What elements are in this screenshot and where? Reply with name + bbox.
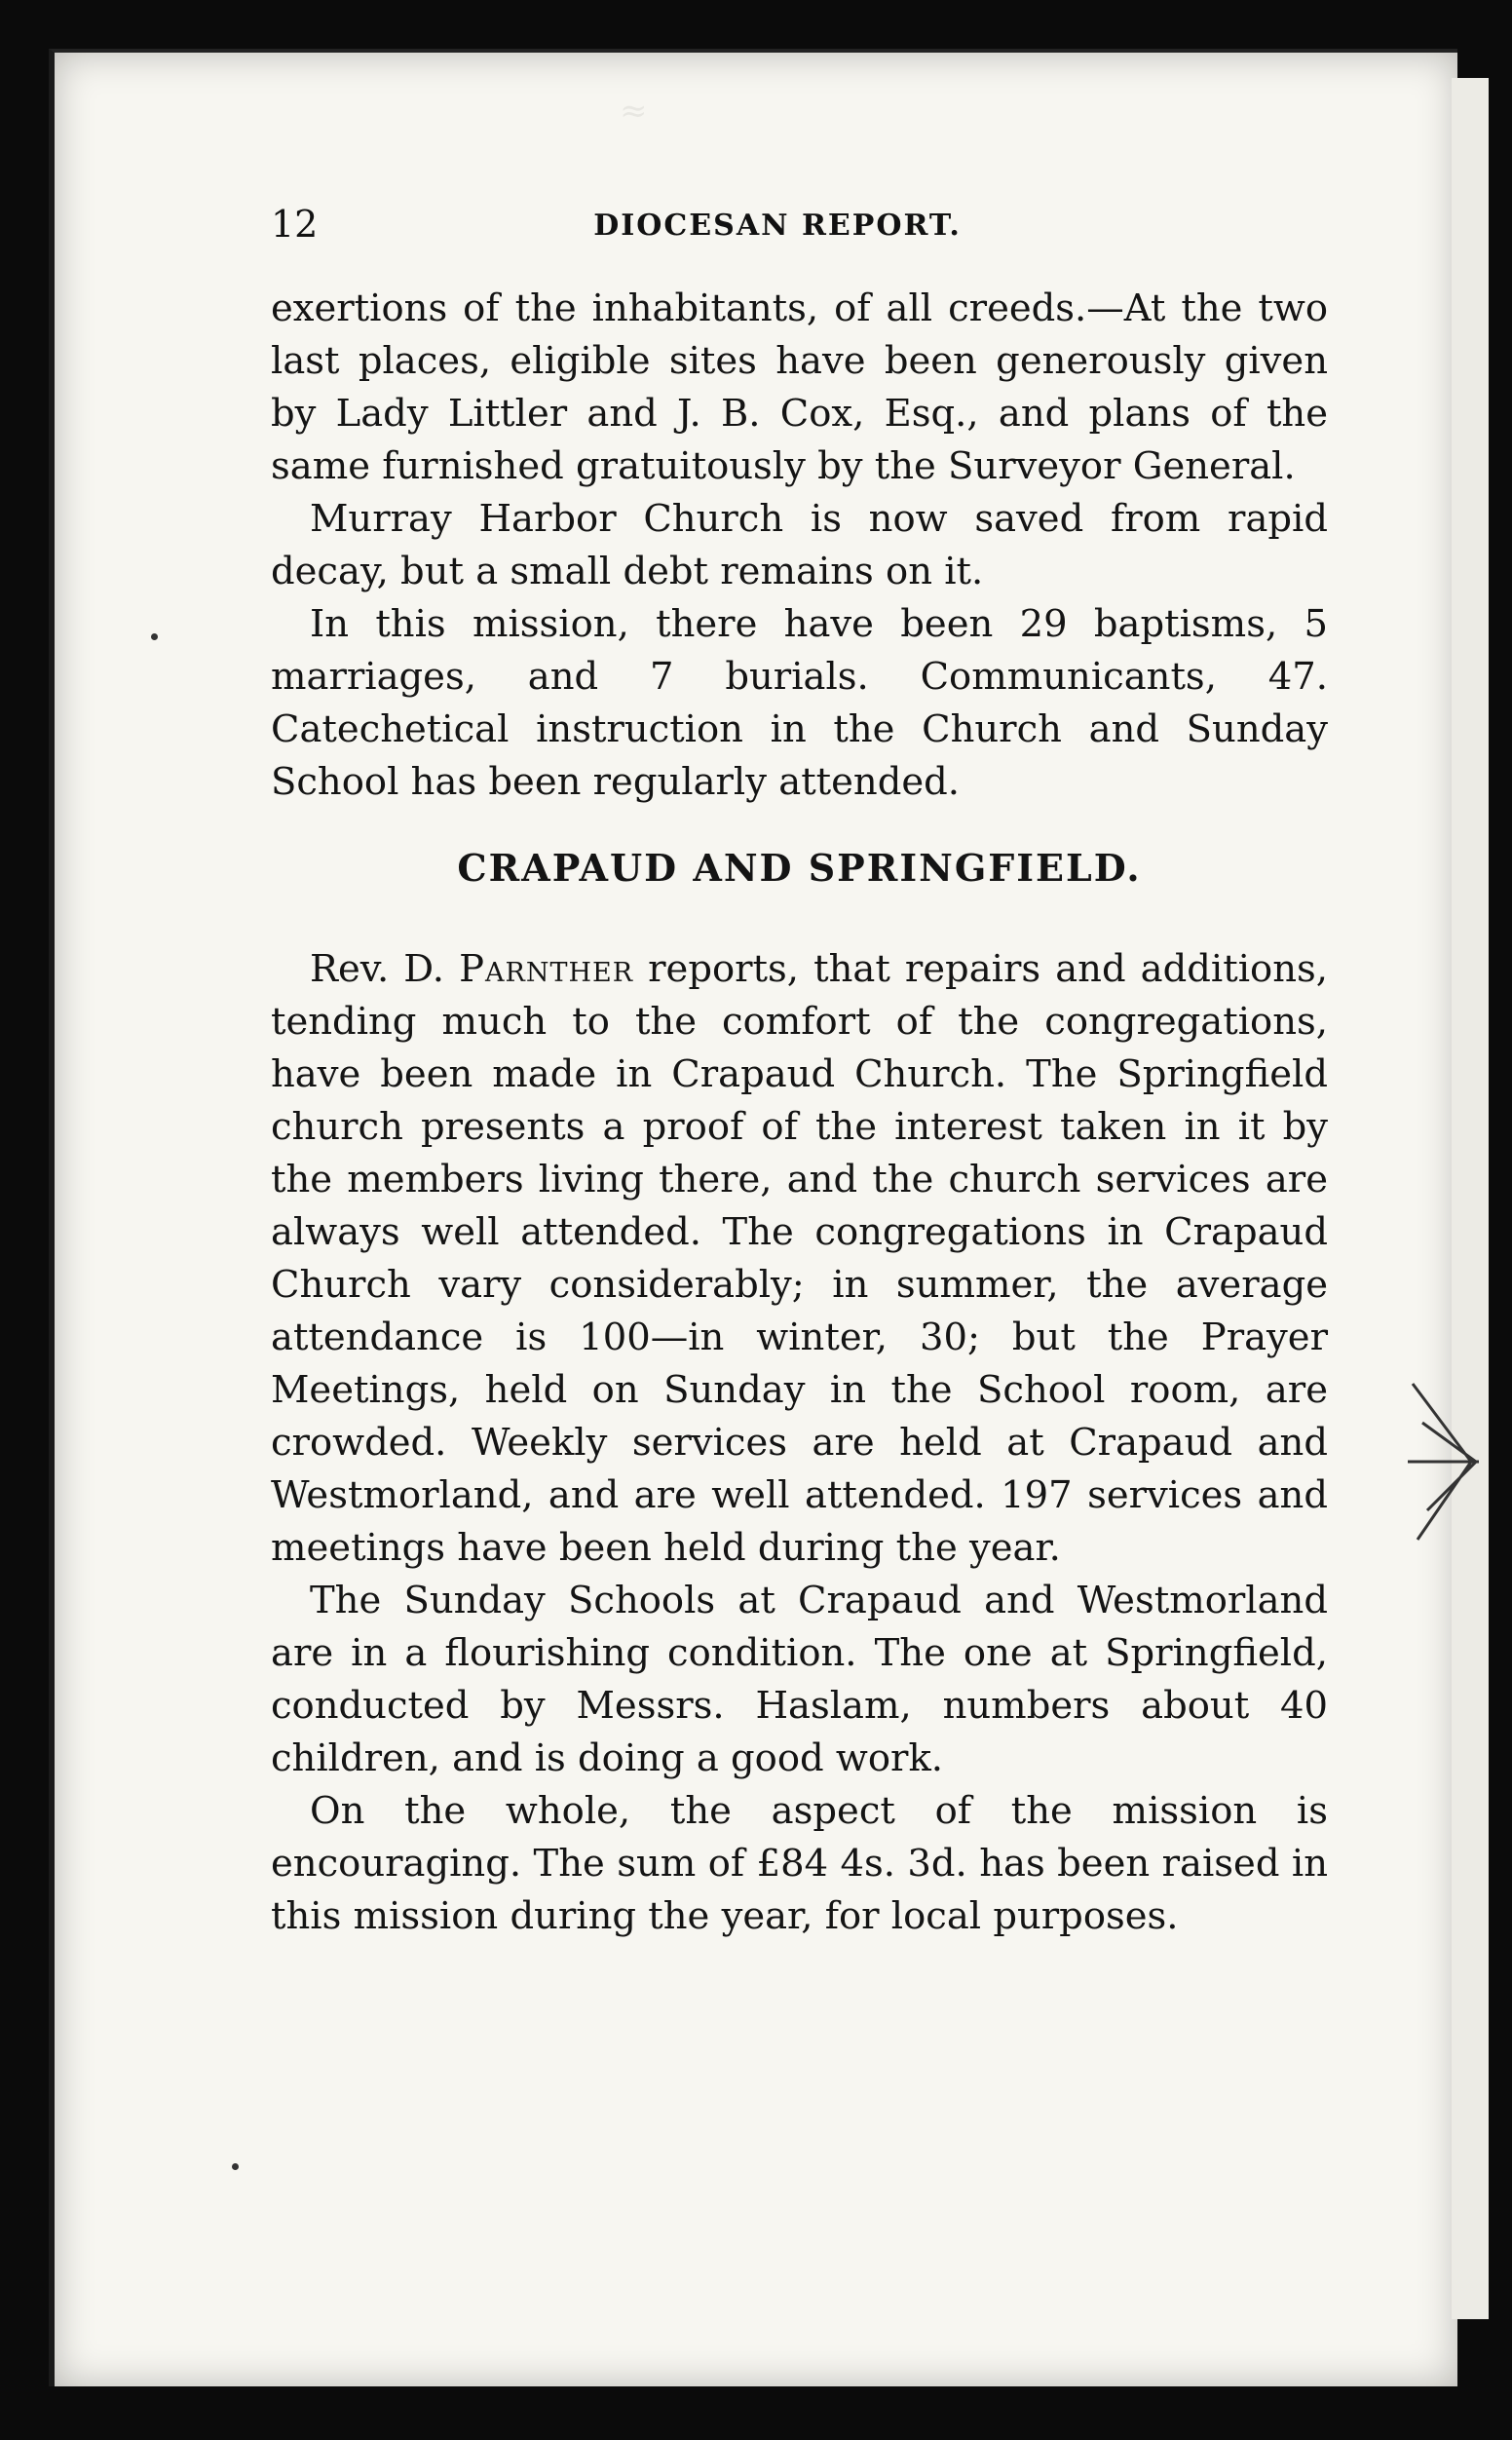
- page-number: 12: [271, 203, 319, 246]
- paragraph: On the whole, the aspect of the mission is encouraging. The sum of £84 4s. 3d. has been raised in this mission during the year, for local purposes.: [271, 1789, 1328, 1938]
- paragraph: In this mission, there have been 29 baptisms, 5 marriages, and 7 burials. Communicants, 47. Catechetical instruction in the Church and Sunday School has been regularly attended.: [271, 602, 1328, 804]
- paragraph: [271, 943, 1328, 1575]
- paragraph: Murray Harbor Church is now saved from rapid decay, but a small debt remains on it.: [271, 497, 1328, 593]
- author-name: Parnther: [459, 947, 634, 991]
- ink-speck: [232, 2163, 239, 2170]
- ink-speck: [151, 633, 158, 640]
- facing-page-edge: [1452, 78, 1489, 2319]
- show-through-text: ≈: [620, 92, 648, 131]
- paragraph-prefix: Rev. D.: [310, 947, 460, 991]
- header-title: DIOCESAN REPORT.: [593, 209, 962, 243]
- body-text: [271, 283, 1328, 1943]
- binding-thread: [1403, 1364, 1481, 1559]
- paragraph: exertions of the inhabitants, of all creeds.—At the two last places, eligible sites have been generously given by Lady Littler and J. B. Cox, Esq., and plans of the same furnished gratuitously by the Surveyor General.: [271, 286, 1328, 488]
- running-head: [222, 203, 1333, 251]
- paragraph: The Sunday Schools at Crapaud and Westmorland are in a flourishing condition. The one at Springfield, conducted by Messrs. Haslam, numbers about 40 children, and is doing a good work.: [271, 1579, 1328, 1780]
- paragraph-body: reports, that repairs and additions, tending much to the comfort of the congregations, have been made in Crapaud Church. The Springfield church presents a proof of the interest taken in it by the members living there, and the church services are always well attended. The congregations in Crapaud Church vary considerably; in summer, the average attendance is 100—in winter, 30; but the Prayer Meetings, held on Sunday in the School room, are crowded. Weekly services are held at Crapaud and Westmorland, and are well attended. 197 services and meetings have been held during the year.: [271, 947, 1328, 1570]
- section-heading: CRAPAUD AND SPRINGFIELD.: [457, 846, 1142, 890]
